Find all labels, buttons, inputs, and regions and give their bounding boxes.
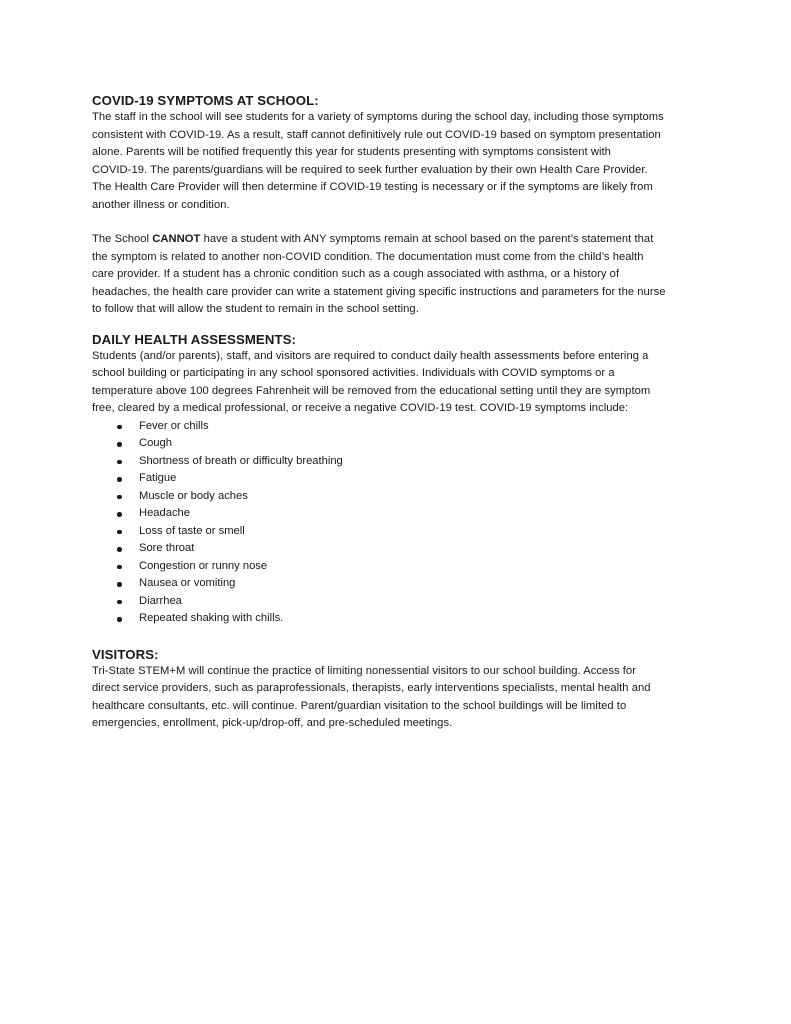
- text-line: Tri-State STEM+M will continue the practice of limiting nonessential visitors to our school building. Access for: [92, 664, 636, 677]
- list-item: Headache: [92, 505, 707, 523]
- text-line: another illness or condition.: [92, 198, 230, 211]
- cannot-emphasis: CANNOT: [152, 233, 201, 245]
- text-line: direct service providers, such as paraprofessionals, therapists, early interventions specialists, mental health and: [92, 682, 651, 694]
- text-line: COVID-19. The parents/guardians will be required to seek further evaluation by their own Health Care Provider.: [92, 163, 648, 176]
- bullet-icon: [117, 582, 122, 587]
- text-line: to follow that will allow the student to remain in the school setting.: [92, 303, 419, 315]
- text-line: The staff in the school will see students for a variety of symptoms during the school day, including those symptoms: [92, 111, 664, 123]
- covid-symptoms-paragraph: [92, 109, 707, 214]
- text-line: the symptom is related to another non-COVID condition. The documentation must come from the child’s health: [92, 250, 644, 263]
- list-item: Loss of taste or smell: [92, 523, 707, 541]
- text-line: alone. Parents will be notified frequently this year for students presenting with symptoms consistent with: [92, 146, 611, 158]
- bullet-icon: [117, 617, 122, 622]
- bullet-icon: [117, 495, 122, 500]
- text-run: The School: [92, 233, 153, 245]
- daily-health-heading: DAILY HEALTH ASSESSMENTS:: [92, 331, 296, 347]
- list-item: Congestion or runny nose: [92, 558, 707, 576]
- text-line: emergencies, enrollment, pick-up/drop-off, and pre-scheduled meetings.: [92, 717, 453, 729]
- bullet-icon: [117, 442, 122, 447]
- symptom-list: [92, 418, 707, 628]
- daily-health-paragraph: [92, 348, 707, 418]
- visitors-paragraph: [92, 663, 707, 733]
- list-item: Cough: [92, 435, 707, 453]
- text-line: school building or participating in any school sponsored activities. Individuals with COVID symptoms or a: [92, 367, 615, 379]
- list-item: Fatigue: [92, 470, 707, 488]
- text-line: headaches, the health care provider can write a statement giving specific instructions and parameters for the nurse: [92, 285, 666, 298]
- document-page: [92, 92, 707, 733]
- bullet-icon: [117, 600, 122, 605]
- text-line: care provider. If a student has a chronic condition such as a cough associated with asthma, or a history of: [92, 268, 620, 280]
- list-item: Muscle or body aches: [92, 488, 707, 506]
- visitors-heading: VISITORS:: [92, 646, 159, 662]
- list-item: Fever or chills: [92, 418, 707, 436]
- list-item: Nausea or vomiting: [92, 575, 707, 593]
- bullet-icon: [117, 425, 122, 430]
- text-line: [92, 231, 707, 249]
- text-line: Students (and/or parents), staff, and visitors are required to conduct daily health assessments before entering a: [92, 349, 649, 362]
- bullet-icon: [117, 547, 122, 552]
- bullet-icon: [117, 477, 122, 482]
- bullet-icon: [117, 565, 122, 570]
- cannot-paragraph: [92, 231, 707, 319]
- text-line: temperature above 100 degrees Fahrenheit will be removed from the educational setting until they are symptom: [92, 384, 651, 397]
- list-item: Repeated shaking with chills.: [92, 610, 707, 628]
- text-line: The Health Care Provider will then determine if COVID-19 testing is necessary or if the symptoms are likely from: [92, 181, 653, 193]
- bullet-icon: [117, 460, 122, 465]
- list-item: Diarrhea: [92, 593, 707, 611]
- list-item: Sore throat: [92, 540, 707, 558]
- bullet-icon: [117, 512, 122, 517]
- text-line: consistent with COVID-19. As a result, staff cannot definitively rule out COVID-19 based on symptom presentation: [92, 128, 661, 141]
- text-line: free, cleared by a medical professional, or receive a negative COVID-19 test. COVID-19 symptoms include:: [92, 402, 629, 414]
- bullet-icon: [117, 530, 122, 535]
- text-line: healthcare consultants, etc. will continue. Parent/guardian visitation to the school buildings will be limited to: [92, 699, 627, 712]
- covid-symptoms-heading: COVID-19 SYMPTOMS AT SCHOOL:: [92, 93, 319, 108]
- list-item: Shortness of breath or difficulty breathing: [92, 453, 707, 471]
- text-run: have a student with ANY symptoms remain at school based on the parent’s statement that: [200, 233, 654, 245]
